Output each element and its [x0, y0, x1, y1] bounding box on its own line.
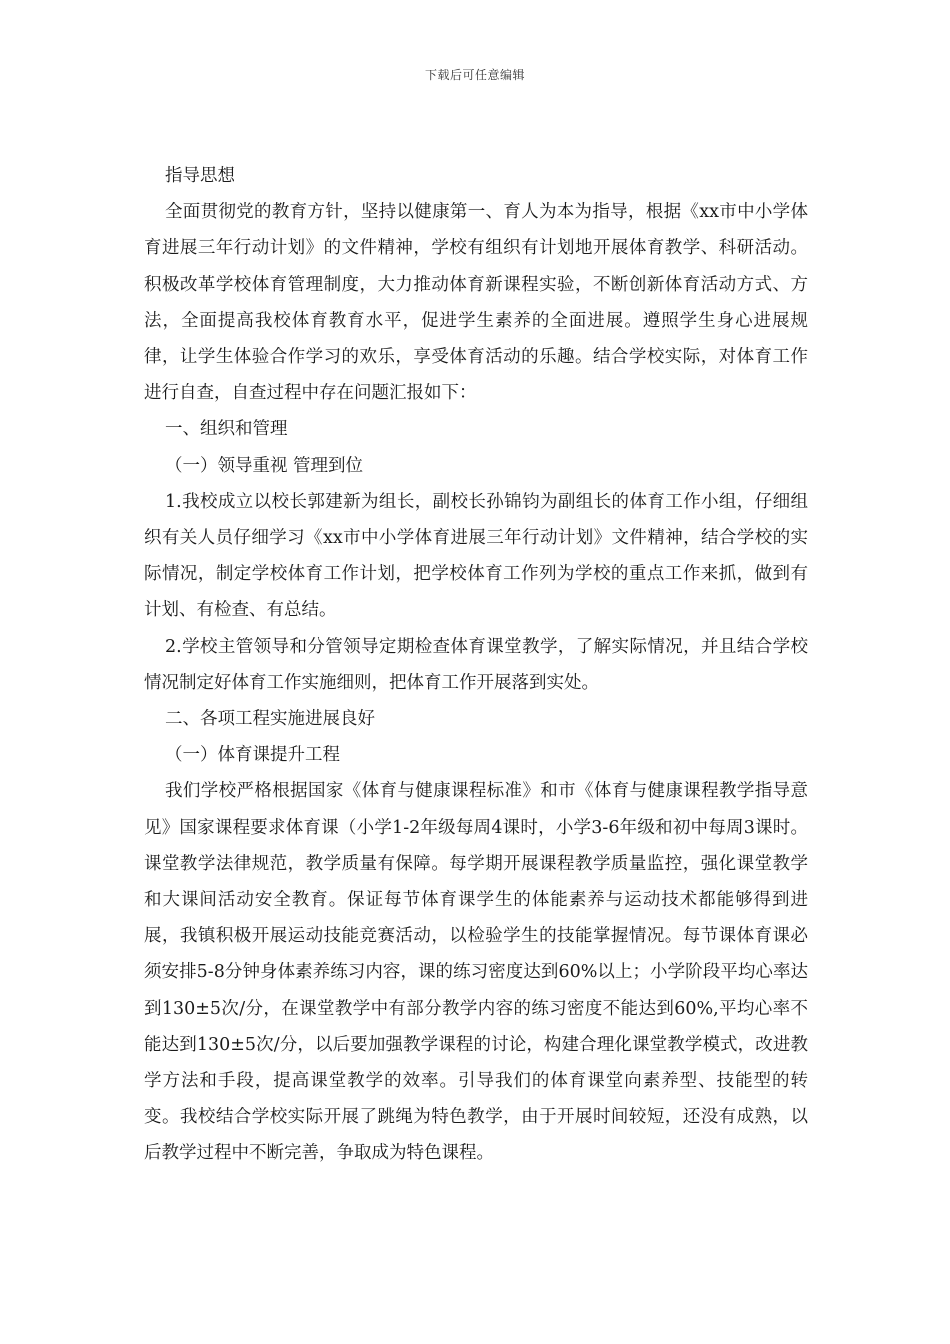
paragraph-pe-class: 我们学校严格根据国家《体育与健康课程标准》和市《体育与健康课程教学指导意见》国家课程要求体育课（小学1-2年级每周4课时，小学3-6年级和初中每周3课时。课堂教学法律规范，教学质量有保障。每学期开展课程教学质量监控，强化课堂教学和大课间活动安全教育。保证每节体育课学生的体能素养与运动技术都能够得到进展，我镇积极开展运动技能竞赛活动，以检验学生的技能掌握情况。每节课体育课必须安排5-8分钟身体素养练习内容，课的练习密度达到60%以上；小学阶段平均心率达到130±5次/分，在课堂教学中有部分教学内容的练习密度不能达到60%,平均心率不能达到130±5次/分，以后要加强教学课程的讨论，构建合理化课堂教学模式，改进教学方法和手段，提高课堂教学的效率。引导我们的体育课堂向素养型、技能型的转变。我校结合学校实际开展了跳绳为特色教学，由于开展时间较短，还没有成熟，以后教学过程中不断完善，争取成为特色课程。 — [144, 781, 808, 1164]
heading-section-1: 一、组织和管理 — [165, 419, 288, 440]
document-body — [144, 158, 808, 1172]
paragraph-item-1: 1.我校成立以校长郭建新为组长，副校长孙锦钧为副组长的体育工作小组，仔细组织有关人员仔细学习《xx市中小学体育进展三年行动计划》文件精神，结合学校的实际情况，制定学校体育工作计划，把学校体育工作列为学校的重点工作来抓，做到有计划、有检查、有总结。 — [144, 491, 808, 621]
heading-section-2: 二、各项工程实施进展良好 — [165, 709, 375, 730]
heading-guiding: 指导思想 — [165, 166, 235, 186]
paragraph-guiding: 全面贯彻党的教育方针，坚持以健康第一、育人为本为指导，根据《xx市中小学体育进展三年行动计划》的文件精神，学校有组织有计划地开展体育教学、科研活动。积极改革学校体育管理制度，大力推动体育新课程实验，不断创新体育活动方式、方法，全面提高我校体育教育水平，促进学生素养的全面进展。遵照学生身心进展规律，让学生体验合作学习的欢乐，享受体育活动的乐趣。结合学校实际，对体育工作进行自查，自查过程中存在问题汇报如下： — [144, 202, 808, 404]
paragraph-item-2: 2.学校主管领导和分管领导定期检查体育课堂教学，了解实际情况，并且结合学校情况制定好体育工作实施细则，把体育工作开展落到实处。 — [144, 636, 808, 693]
page-header-note: 下载后可任意编辑 — [424, 68, 525, 82]
heading-section-2-1: （一）体育课提升工程 — [165, 745, 340, 766]
heading-section-1-1: （一）领导重视 管理到位 — [165, 455, 364, 476]
